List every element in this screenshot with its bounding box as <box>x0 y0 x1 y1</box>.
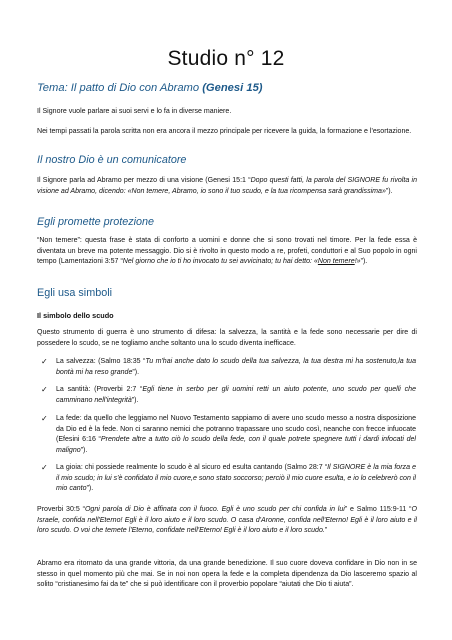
list-item-fede <box>41 414 416 456</box>
s2-quote-start: Nel giorno che io ti ho invocato tu sei avvicinato; tu hai detto: « <box>122 258 318 265</box>
list-item-text: La fede: da quello che leggiamo nel Nuovo Testamento sappiamo di avere uno scudo messo a nostra disposizione da Dio ed è la fede. Non ci saranno nemici che potranno trapassare uno scudo così, neanche con frecce infuocate (Efesini 6:16 “Prendete altre a tutto ciò lo scudo della fede, con il quale potrete spegnere tutti i dardi infocati del maligno”). <box>56 415 416 454</box>
tema-reference: (Genesi 15) <box>202 82 263 94</box>
intro-paragraph-1: Il Signore vuole parlare ai suoi servi e lo fa in diverse maniere. <box>37 108 232 115</box>
list-item-salvezza <box>41 357 416 378</box>
section-heading-protezione: Egli promette protezione <box>37 216 155 228</box>
section-heading-comunicatore: Il nostro Dio è un comunicatore <box>37 154 187 166</box>
s2-quote-underline: Non temere <box>317 258 355 265</box>
list-item-gioia <box>41 463 416 495</box>
s1-plain: Il Signore parla ad Abramo per mezzo di una visione (Genesi 15:1 “ <box>37 177 251 184</box>
list-item-text: La santità: (Proverbi 2:7 “Egli tiene in serbo per gli uomini retti un aiuto potente, uno scudo per quelli che camminano nell'integrità”). <box>56 386 417 404</box>
s2-plain: “Non temere”: questa frase è stata di conforto a uomini e donne che si sono trovati nel timore. Per la fede essa è diventata un breve ma potente messaggio. Dio si è rivolto in questo modo a re, profeti, conduttori e al Suo popolo in ogni tempo (Lamentazioni 3:57 “ <box>37 237 417 265</box>
subheading-scudo: Il simbolo dello scudo <box>37 311 114 320</box>
section-comunicatore-text <box>37 176 417 197</box>
page-title: Studio n° 12 <box>167 47 285 70</box>
closing-paragraph: Abramo era ritornato da una grande vittoria, da una grande benedizione. Il suo cuore doveva confidare in Dio non in se stesso in quel momento più che mai. Se in noi non opera la fede e la completa dipendenza da Dio lasceremo spazio al solito “cristianesimo fai da te” che si può identificare con il proverbio popolare “aiutati che Dio ti aiuta”. <box>37 560 417 588</box>
section-heading-simboli: Egli usa simboli <box>37 287 113 299</box>
checkmark-icon: ✓ <box>41 463 48 472</box>
s2-quote <box>123 258 361 265</box>
proverbi-salmo-paragraph: Proverbi 30:5 “Ogni parola di Dio è affinata con il fuoco. Egli è uno scudo per chi confida in lui” e Salmo 115:9-11 “O Israele, confida nell'Eterno! Egli è il loro aiuto e il loro scudo. O casa d'Aronne, confida nell'Eterno! Egli è il loro aiuto e il loro scudo. O voi che temete l'Eterno, confidate nell'Eterno! Egli è il loro aiuto e il loro scudo.” <box>37 506 417 534</box>
tema-heading <box>37 82 263 94</box>
list-item-text: La salvezza: (Salmo 18:35 “Tu m'hai anche dato lo scudo della tua salvezza, la tua destra mi ha sostenuto,la tua bontà mi ha reso grande”). <box>56 358 416 376</box>
intro-paragraph-2: Nei tempi passati la parola scritta non era ancora il mezzo principale per ricevere la guida, la formazione e l'esortazione. <box>37 128 412 135</box>
scudo-intro: Questo strumento di guerra è uno strumento di difesa: la salvezza, la santità e la fede sono necessarie per dire di possedere lo scudo, se ne togliamo anche soltanto una lo scudo diventa inefficace. <box>37 329 417 347</box>
tema-prefix: Tema: Il patto di Dio con Abramo <box>37 82 203 94</box>
checkmark-icon: ✓ <box>41 385 48 394</box>
s2-end: ”). <box>360 258 368 265</box>
checkmark-icon: ✓ <box>41 357 48 366</box>
s1-quote: Dopo questi fatti, la parola del SIGNORE fu rivolta in visione ad Abramo, dicendo: «Non temere, Abramo, io sono il tuo scudo, e la tua ricompensa sarà grandissima» <box>37 177 417 195</box>
s2-quote-tail: !» <box>354 258 361 265</box>
list-item-text: La gioia: chi possiede realmente lo scudo è al sicuro ed esulta cantando (Salmo 28:7 “Il SIGNORE è la mia forza e il mio scudo; in lui s'è confidato il mio cuore,e sono stato soccorso; perciò il mio cuore esulta, e io lo celebrerò con il mio canto”). <box>56 464 416 492</box>
s1-end: ”). <box>385 187 393 195</box>
checkmark-icon: ✓ <box>41 414 48 423</box>
section-protezione-text <box>37 236 417 268</box>
list-item-santita <box>41 385 417 406</box>
